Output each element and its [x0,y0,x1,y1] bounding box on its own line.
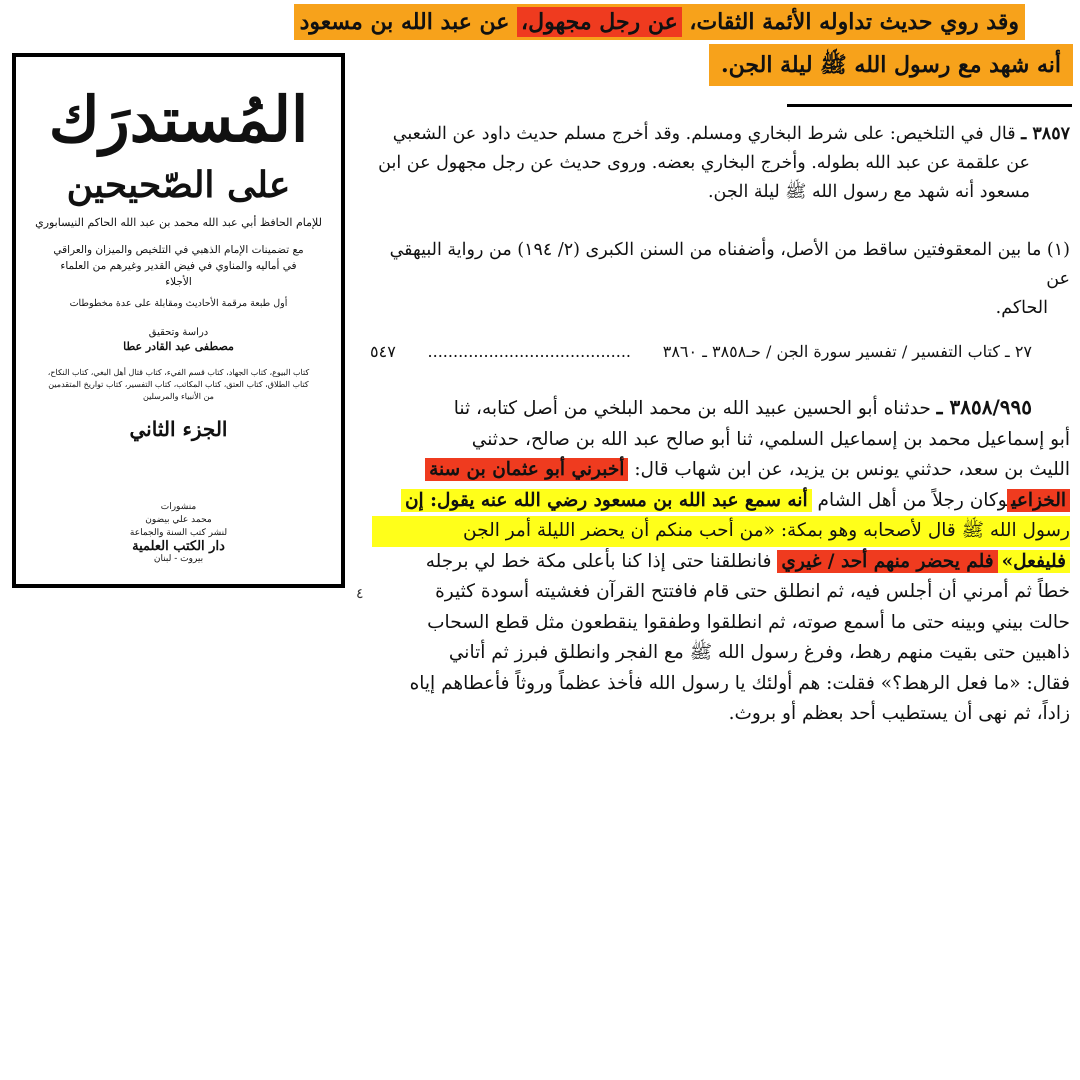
cover-edition-note: أول طبعة مرقمة الأحاديث ومقابلة على عدة مخطوطات [69,298,288,309]
highlight-heard-ibn-masud: أنه سمع عبد الله بن مسعود رضي الله عنه يقول: إن [401,489,812,512]
top-quote-tail: عن عبد الله بن مسعود [299,9,510,35]
hadith-line-6 [372,547,1070,578]
footnote-1 [370,236,1070,323]
cover-publisher [16,501,341,566]
footnote-3857-line-3: مسعود أنه شهد مع رسول الله ﷺ ليلة الجن. [707,182,1030,202]
top-quote-plain: وقد روي حديث تداوله الأئمة الثقات، [689,9,1019,35]
running-head-title: ٢٧ ـ كتاب التفسير / تفسير سورة الجن / حـ٣٨٥٨ ـ ٣٨٦٠ [662,342,1032,361]
cover-study-label: دراسة وتحقيق [148,327,209,338]
hadith-line-3-text: الليث بن سعد، حدثني يونس بن يزيد، عن ابن شهاب قال: [634,459,1070,480]
footnote-3857-number: ٣٨٥٧ ـ [1021,124,1070,144]
publisher-label: منشورات [160,502,197,512]
footnote-1-line-2: الحاكم. [995,298,1048,318]
hadith-line-1 [372,392,1070,425]
cover-description: مع تضمينات الإمام الذهبي في التلخيص والميزان والعراقي في أماليه والمناوي في فيض القدير وغيرهم من العلماء الأجلاء [53,244,304,288]
hadith-number: ٣٨٥٨/٩٩٥ ـ [936,395,1032,419]
top-quote-highlight-unknown-man: عن رجل مجهول، [517,7,682,37]
publisher-city: بيروت - لبنان [153,554,204,564]
hadith-line-3 [372,455,1070,486]
footnote-1-line-1: (١) ما بين المعقوفتين ساقط من الأصل، وأضفناه من السنن الكبرى (٢/ ١٩٤) من رواية البيهقي عن [389,240,1070,289]
book-cover-image [12,53,345,588]
highlight-narrator-name: أخبرني أبو عثمان بن سنة [425,458,628,481]
footnote-3857-line-2: عن علقمة عن عبد الله بطوله. وأخرج البخاري بعضه. وروى حديث عن رجل مجهول عن ابن [378,153,1030,173]
top-quote-line-1 [294,4,1025,40]
cover-editor: مصطفى عبد القادر عطا [123,340,234,353]
publisher-note: لنشر كتب السنة والجماعة [129,528,228,538]
top-quote-line-2: أنه شهد مع رسول الله ﷺ ليلة الجن. [709,44,1073,86]
hadith-line-9: ذاهبين حتى بقيت منهم رهط، وفرغ رسول الله ﷺ مع الفجر وانطلق فبرز ثم أتاني [448,642,1070,663]
hadith-line-6-text: فانطلقنا حتى إذا كنا بأعلى مكة خط لي برجله [425,550,772,572]
cover-author: للإمام الحافظ أبي عبد الله محمد بن عبد الله الحاكم النيسابوري [35,216,322,229]
page-number: ٥٤٧ [370,342,396,361]
publisher-person: محمد علي بيضون [145,515,212,525]
hadith-line-10: فقال: «ما فعل الرهط؟» فقلت: هم أولئك يا رسول الله فأخذ عظماً وروثاً فأعطاهم إياه [409,672,1070,694]
publisher-name: دار الكتب العلمية [132,539,225,554]
hadith-body [372,392,1070,730]
margin-marker: ٤ [356,586,364,602]
hadith-line-8: حالت بيني وبينه حتى ما أسمع صوته، ثم انطلقوا وطفقوا ينقطعون مثل قطع السحاب [427,611,1070,633]
hadith-line-11: زاداً، ثم نهى أن يستطيب أحد بعظم أو بروث. [728,703,1070,724]
cover-subtitle: على الصّحيحين [66,164,291,206]
footnote-3857 [370,120,1070,207]
running-head [370,342,1032,361]
hadith-line-2: أبو إسماعيل محمد بن إسماعيل السلمي، ثنا أبو صالح عبد الله بن صالح، حدثني [471,428,1070,450]
running-head-dots: ........................................ [427,342,631,361]
cover-title: المُستدرَك [48,83,309,156]
footnote-divider [787,104,1072,107]
highlight-none-came-except-me: فلم يحضر منهم أحد / غيري [777,550,997,573]
hadith-line-4-text: وكان رجلاً من أهل الشام [817,489,1008,511]
cover-contents-list: كتاب البيوع، كتاب الجهاد، كتاب قسم الفيء، كتاب قتال أهل البغي، كتاب النكاح، كتاب الطلاق، كتاب العتق، كتاب المكاتب، كتاب التفسير، كتاب تواريخ المتقدمين من الأنبياء والمرسلين [47,368,310,401]
hadith-line-1-text: حدثناه أبو الحسين عبيد الله بن محمد البلخي من أصل كتابه، ثنا [453,398,931,419]
highlight-let-him-do: فليفعل» [998,550,1070,573]
cover-volume: الجزء الثاني [129,417,228,441]
hadith-line-4 [372,486,1070,517]
hadith-line-5: رسول الله ﷺ قال لأصحابه وهو بمكة: «من أحب منكم أن يحضر الليلة أمر الجن [372,516,1070,547]
footnote-3857-line-1: قال في التلخيص: على شرط البخاري ومسلم. وقد أخرج مسلم حديث داود عن الشعبي [392,124,1016,144]
hadith-line-7: خطاً ثم أمرني أن أجلس فيه، ثم انطلق حتى قام فافتتح القرآن فغشيته أسودة كثيرة [435,581,1070,602]
highlight-khuzai: الخزاعي [1007,489,1070,512]
